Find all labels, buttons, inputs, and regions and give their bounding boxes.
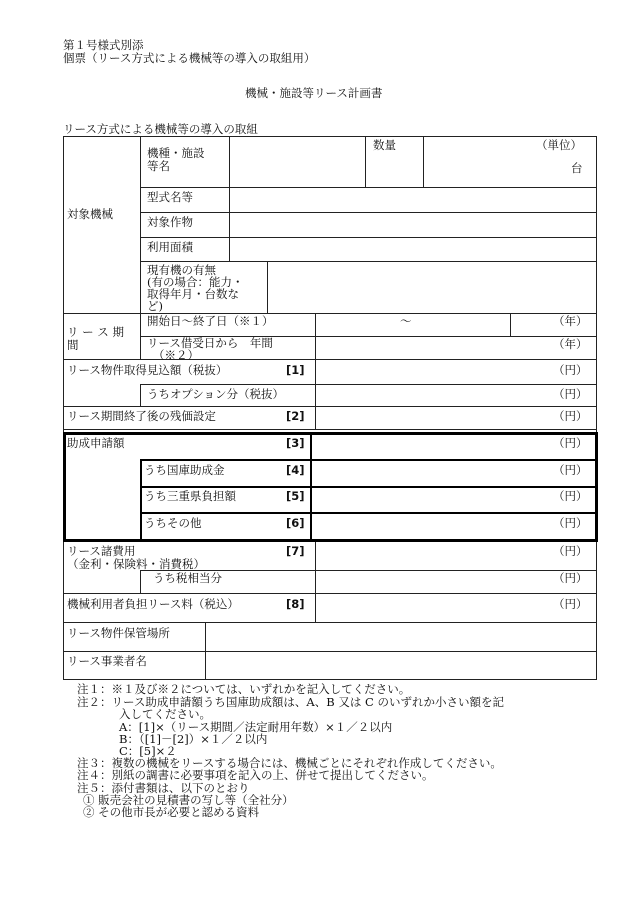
yen-unit-10: （円） (553, 597, 588, 611)
formula-b: B：（[1]－[2]）×１／２以内 (119, 732, 268, 746)
national-label: うち国庫助成金 (144, 463, 225, 477)
machine-name-label: 機種・施設 (147, 146, 205, 160)
fees-label-2: （金利・保険料・消費税） (67, 557, 205, 571)
lease-period-label: リ ー ス 期 (67, 325, 124, 339)
note-2-cont: 入してください。 (119, 707, 211, 721)
acquisition-label: リース物件取得見込額（税抜） (67, 363, 228, 377)
target-machine-label: 対象機械 (67, 207, 113, 221)
subsidy-label: 助成申請額 (67, 436, 125, 450)
fees-label: リース諸費用 (67, 544, 136, 558)
residual-label: リース期間終了後の残価設定 (67, 409, 216, 423)
note-4: 注４：別紙の調書に必要事項を記入の上、併せて提出してください。 (77, 768, 434, 782)
current-machine-label-4: ど) (147, 299, 163, 313)
lessor-label: リース事業者名 (67, 654, 147, 668)
yen-unit-6: （円） (553, 489, 588, 503)
usage-area-label: 利用面積 (147, 240, 193, 254)
years-from-label-2: （※２） (153, 348, 199, 362)
code-8: [8] (286, 597, 305, 611)
yen-unit-8: （円） (553, 544, 588, 558)
other-label: うちその他 (144, 516, 202, 530)
current-machine-label-3: 取得年月・台数な (147, 287, 239, 301)
code-3: [3] (286, 436, 305, 450)
yen-unit-4: （円） (553, 436, 588, 450)
tilde: ～ (400, 314, 412, 328)
code-7: [7] (286, 544, 305, 558)
yen-unit-2: （円） (553, 387, 588, 401)
yen-unit-3: （円） (553, 409, 588, 423)
unit-label: （単位） (536, 138, 582, 152)
yen-unit-1: （円） (553, 363, 588, 377)
year-unit-1: （年） (553, 314, 588, 328)
current-machine-label: 現有機の有無 (147, 263, 216, 277)
prefecture-label: うち三重県負担額 (144, 489, 236, 503)
current-machine-label-2: (有の場合：能力・ (147, 275, 244, 289)
yen-unit-9: （円） (553, 571, 588, 585)
lease-period-label-2: 間 (67, 338, 79, 352)
formula-c: C：[5]×２ (119, 744, 177, 758)
tax-label: うち税相当分 (153, 571, 222, 585)
quantity-label: 数量 (373, 138, 396, 152)
section-heading: リース方式による機械等の導入の取組 (63, 122, 258, 136)
years-from-label: リース借受日から 年間 (147, 336, 273, 350)
year-unit-2: （年） (553, 337, 588, 351)
machine-name-label-2: 等名 (147, 159, 170, 173)
start-end-label: 開始日～終了日（※１） (147, 314, 274, 328)
code-6: [6] (286, 516, 305, 530)
model-label: 型式名等 (147, 190, 193, 204)
code-1: [1] (286, 363, 305, 377)
storage-label: リース物件保管場所 (67, 626, 170, 640)
page-title: 機械・施設等リース計画書 (245, 86, 383, 100)
user-burden-label: 機械利用者負担リース料（税込） (67, 597, 239, 611)
yen-unit-5: （円） (553, 463, 588, 477)
yen-unit-7: （円） (553, 516, 588, 530)
formula-a: A：[1]×（リース期間／法定耐用年数）×１／２以内 (119, 720, 393, 734)
code-4: [4] (286, 463, 305, 477)
form-subtitle: 個票（リース方式による機械等の導入の取組用） (63, 51, 316, 65)
target-crop-label: 対象作物 (147, 215, 193, 229)
note-2: 注２：リース助成申請額うち国庫助成額は、A、B 又は C のいずれか小さい額を記 (77, 695, 504, 709)
code-5: [5] (286, 489, 305, 503)
attachment-2: ② その他市長が必要と認める資料 (83, 805, 260, 819)
option-label: うちオプション分（税抜） (147, 387, 284, 401)
code-2: [2] (286, 409, 305, 423)
unit-value: 台 (571, 161, 583, 175)
note-1: 注１：※１及び※２については、いずれかを記入してください。 (77, 682, 411, 696)
note-3: 注３：複数の機械をリースする場合には、機械ごとにそれぞれ作成してください。 (77, 756, 502, 770)
form-number: 第１号様式別添 (63, 38, 144, 52)
note-5: 注５：添付書類は、以下のとおり (77, 781, 250, 795)
attachment-1: ① 販売会社の見積書の写し等（全社分） (83, 793, 294, 807)
